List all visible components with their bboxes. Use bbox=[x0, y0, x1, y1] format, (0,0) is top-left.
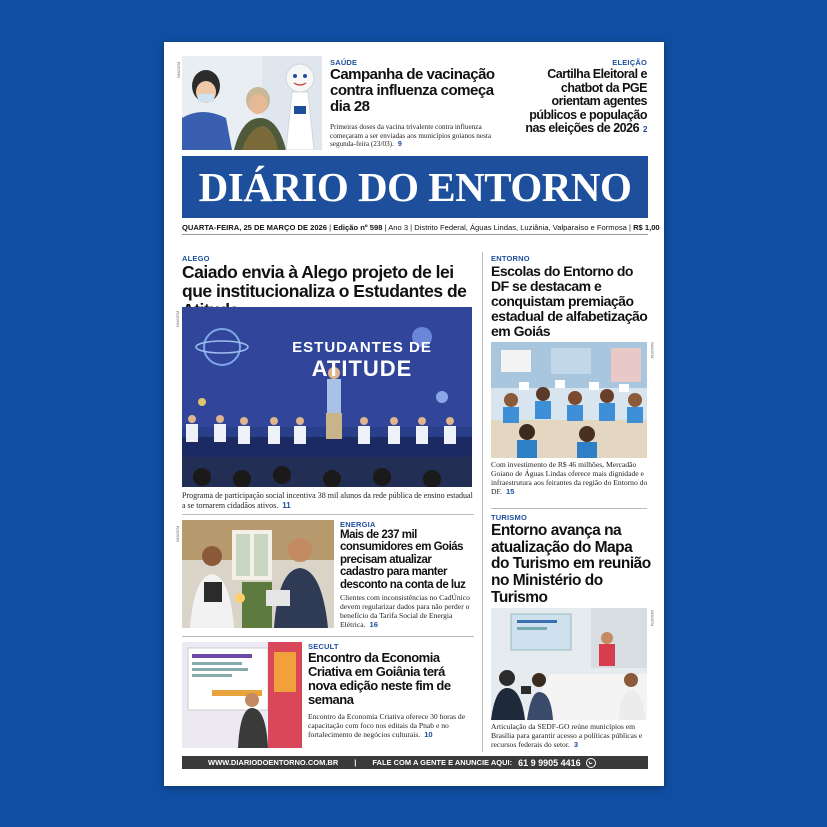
photo-credit: IMAGEM bbox=[650, 342, 655, 359]
divider bbox=[491, 508, 647, 509]
kicker-energia: ENERGIA bbox=[340, 520, 376, 529]
divider bbox=[182, 636, 474, 637]
footer-phone[interactable]: 61 9 9905 4416 bbox=[518, 757, 581, 768]
caption-escolas bbox=[491, 460, 649, 496]
footer-separator: | bbox=[354, 758, 357, 767]
edition-date: QUARTA-FEIRA, 25 DE MARÇO DE 2026 bbox=[182, 223, 328, 232]
newspaper-page bbox=[164, 42, 664, 786]
page-ref[interactable]: 2 bbox=[643, 125, 647, 134]
headline-turismo[interactable]: Entorno avança na atualização do Mapa do Turismo em reunião no Ministério do Turismo bbox=[491, 522, 651, 606]
whatsapp-icon bbox=[586, 758, 596, 768]
photo-credit: IMAGEM bbox=[175, 310, 180, 327]
summary-secult bbox=[308, 712, 474, 739]
headline-vacinacao[interactable]: Campanha de vacinação contra influenza começa dia 28 bbox=[330, 66, 495, 116]
edition-number: Edição nº 598 bbox=[333, 223, 383, 232]
edition-price: R$ 1,00 bbox=[633, 223, 660, 232]
masthead-bar bbox=[182, 156, 648, 218]
footer-bar bbox=[182, 756, 648, 769]
column-divider bbox=[482, 252, 483, 752]
page-ref[interactable]: 11 bbox=[282, 500, 291, 510]
photo-credit: IMAGEM bbox=[176, 61, 181, 78]
edition-regions: Distrito Federal, Águas Lindas, Luziânia, Valparaíso e Formosa bbox=[414, 223, 627, 232]
kicker-turismo: TURISMO bbox=[491, 513, 527, 522]
footer-contact-label: FALE COM A GENTE E ANUNCIE AQUI: bbox=[372, 758, 513, 767]
headline-cartilha-text: Cartilha Eleitoral e chatbot da PGE orientam agentes públicos e população nas eleições de 2026 bbox=[525, 67, 647, 135]
screen-text-line1: ESTUDANTES DE bbox=[292, 339, 432, 356]
masthead-title[interactable]: DIÁRIO DO ENTORNO bbox=[198, 164, 632, 210]
summary-vacinacao bbox=[330, 123, 502, 149]
kicker-eleicao: ELEIÇÃO bbox=[612, 58, 647, 67]
page-ref[interactable]: 9 bbox=[397, 139, 402, 149]
edition-year: Ano 3 bbox=[388, 223, 409, 232]
headline-escolas[interactable]: Escolas do Entorno do DF se destacam e conquistam premiação estadual de alfabetização em Goiás bbox=[491, 263, 648, 340]
page-ref[interactable]: 3 bbox=[573, 740, 579, 750]
kicker-saude: SAÚDE bbox=[330, 58, 358, 67]
escolas-photo bbox=[491, 342, 647, 458]
summary-energia bbox=[340, 593, 475, 629]
headline-energia[interactable]: Mais de 237 mil consumidores em Goiás precisam atualizar cadastro para manter desconto na conta de luz bbox=[340, 529, 466, 591]
page-ref[interactable]: 15 bbox=[506, 487, 515, 497]
summary-vacinacao-text: Primeiras doses da vacina trivalente contra influenza começaram a ser enviadas aos municípios goianos nesta segunda-feira (23/03). bbox=[330, 123, 492, 149]
summary-secult-text: Encontro da Economia Criativa oferece 30 horas de capacitação com foco nos editais da Pnab e no fortalecimento de negócios culturais. bbox=[308, 712, 466, 740]
turismo-photo bbox=[491, 608, 647, 720]
caption-turismo-text: Articulação da SEDF-GO reúne municípios em Brasília para garantir acesso a políticas públicas e recursos federais do setor. bbox=[491, 722, 643, 750]
secult-photo bbox=[182, 642, 302, 748]
vaccination-photo bbox=[182, 56, 322, 150]
summary-energia-text: Clientes com inconsistências no CadÚnico devem regularizar dados para não perder o benefício da Tarifa Social de Energia Elétrica. bbox=[340, 593, 470, 630]
screen-text-line2: ATITUDE bbox=[311, 356, 413, 381]
kicker-alego: ALEGO bbox=[182, 254, 210, 263]
caption-estudantes bbox=[182, 491, 474, 510]
screen-text bbox=[287, 339, 437, 382]
page-ref[interactable]: 16 bbox=[369, 620, 378, 630]
kicker-secult: SECULT bbox=[308, 642, 339, 651]
page-ref[interactable]: 10 bbox=[424, 730, 433, 740]
kicker-entorno: ENTORNO bbox=[491, 254, 530, 263]
headline-caiado[interactable]: Caiado envia à Alego projeto de lei que institucionaliza o Estudantes de bbox=[182, 262, 467, 301]
divider bbox=[182, 514, 474, 515]
caption-turismo bbox=[491, 722, 649, 749]
footer-website[interactable]: WWW.DIARIODOENTORNO.COM.BR bbox=[208, 758, 339, 767]
photo-credit: IMAGEM bbox=[175, 525, 180, 542]
energia-photo bbox=[182, 520, 334, 628]
headline-secult[interactable]: Encontro da Economia Criativa em Goiânia terá nova edição neste fim de semana bbox=[308, 650, 451, 708]
photo-credit: IMAGEM bbox=[650, 610, 655, 627]
caption-escolas-text: Com investimento de R$ 46 milhões, Mercadão Goiano de Águas Lindas oferece mais dignidade e infraestrutura aos feirantes da região do Entorno do DF. bbox=[491, 460, 648, 497]
headline-cartilha[interactable] bbox=[512, 68, 647, 136]
edition-info: QUARTA-FEIRA, 25 DE MARÇO DE 2026 | Edição nº 598 | Ano 3 | Distrito Federal, Águas Lindas, Luziânia, Valparaíso e Formosa | R$ 1,00 bbox=[182, 223, 648, 235]
caption-estudantes-text: Programa de participação social incentiva 38 mil alunos da rede pública de ensino estadual a se tornarem cidadãos ativos. bbox=[182, 491, 473, 510]
estudantes-photo bbox=[182, 307, 472, 487]
